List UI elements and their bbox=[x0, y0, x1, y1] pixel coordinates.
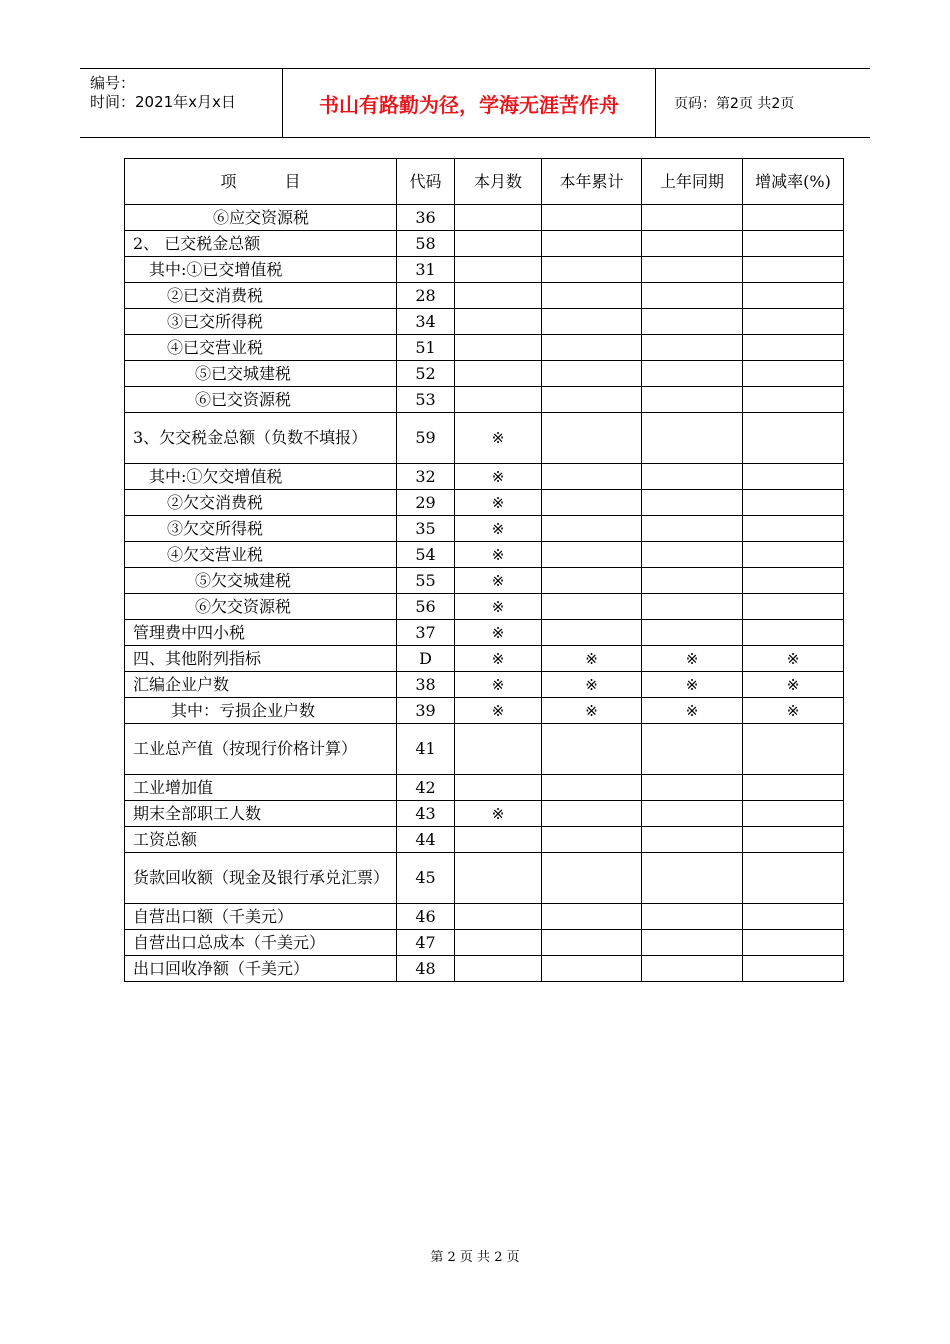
table-row bbox=[125, 335, 844, 361]
code-cell: D bbox=[397, 646, 455, 672]
code-cell: 59 bbox=[397, 413, 455, 464]
month-cell bbox=[455, 775, 542, 801]
table-row bbox=[125, 930, 844, 956]
year-total-cell bbox=[542, 853, 642, 904]
col-header-prev-year: 上年同期 bbox=[642, 159, 743, 205]
year-total-cell bbox=[542, 956, 642, 982]
change-rate-cell bbox=[743, 257, 844, 283]
number-label: 编号： bbox=[90, 74, 136, 92]
change-rate-cell bbox=[743, 542, 844, 568]
item-cell: 工资总额 bbox=[125, 827, 397, 853]
month-cell: ※ bbox=[455, 698, 542, 724]
prev-year-cell bbox=[642, 413, 743, 464]
item-cell: 出口回收净额（千美元） bbox=[125, 956, 397, 982]
prev-year-cell bbox=[642, 309, 743, 335]
item-cell: ②欠交消费税 bbox=[125, 490, 397, 516]
year-total-cell bbox=[542, 361, 642, 387]
prev-year-cell: ※ bbox=[642, 672, 743, 698]
year-total-cell: ※ bbox=[542, 672, 642, 698]
item-cell: 其中:①欠交增值税 bbox=[125, 464, 397, 490]
code-cell: 44 bbox=[397, 827, 455, 853]
item-cell: 自营出口额（千美元） bbox=[125, 904, 397, 930]
table-row bbox=[125, 801, 844, 827]
prev-year-cell bbox=[642, 724, 743, 775]
change-rate-cell bbox=[743, 904, 844, 930]
change-rate-cell: ※ bbox=[743, 646, 844, 672]
header-page-label bbox=[664, 69, 870, 137]
change-rate-cell bbox=[743, 568, 844, 594]
change-rate-cell bbox=[743, 853, 844, 904]
table-row bbox=[125, 490, 844, 516]
col-header-month: 本月数 bbox=[455, 159, 542, 205]
table-row bbox=[125, 724, 844, 775]
table-row bbox=[125, 956, 844, 982]
month-cell: ※ bbox=[455, 646, 542, 672]
item-cell: ④欠交营业税 bbox=[125, 542, 397, 568]
prev-year-cell bbox=[642, 464, 743, 490]
table-row bbox=[125, 775, 844, 801]
item-cell: ③欠交所得税 bbox=[125, 516, 397, 542]
month-cell bbox=[455, 283, 542, 309]
item-cell: ⑤已交城建税 bbox=[125, 361, 397, 387]
change-rate-cell bbox=[743, 930, 844, 956]
col-header-change-rate: 增减率(%) bbox=[743, 159, 844, 205]
prev-year-cell bbox=[642, 516, 743, 542]
table-row bbox=[125, 542, 844, 568]
table-row bbox=[125, 568, 844, 594]
item-cell: 自营出口总成本（千美元） bbox=[125, 930, 397, 956]
code-cell: 34 bbox=[397, 309, 455, 335]
prev-year-cell bbox=[642, 801, 743, 827]
prev-year-cell bbox=[642, 205, 743, 231]
month-cell bbox=[455, 827, 542, 853]
year-total-cell bbox=[542, 205, 642, 231]
tax-report-table bbox=[124, 158, 844, 982]
change-rate-cell: ※ bbox=[743, 672, 844, 698]
prev-year-cell bbox=[642, 361, 743, 387]
table-row bbox=[125, 904, 844, 930]
item-cell: 工业增加值 bbox=[125, 775, 397, 801]
month-cell: ※ bbox=[455, 516, 542, 542]
change-rate-cell bbox=[743, 724, 844, 775]
item-cell: 四、其他附列指标 bbox=[125, 646, 397, 672]
table-row bbox=[125, 257, 844, 283]
month-cell: ※ bbox=[455, 490, 542, 516]
year-total-cell: ※ bbox=[542, 646, 642, 672]
month-cell bbox=[455, 361, 542, 387]
month-cell bbox=[455, 387, 542, 413]
item-cell: ④已交营业税 bbox=[125, 335, 397, 361]
item-cell: ⑥已交资源税 bbox=[125, 387, 397, 413]
table-row bbox=[125, 672, 844, 698]
change-rate-cell: ※ bbox=[743, 698, 844, 724]
code-cell: 35 bbox=[397, 516, 455, 542]
prev-year-cell bbox=[642, 904, 743, 930]
table-row bbox=[125, 361, 844, 387]
prev-year-cell bbox=[642, 620, 743, 646]
code-cell: 47 bbox=[397, 930, 455, 956]
item-cell: 汇编企业户数 bbox=[125, 672, 397, 698]
item-cell: 期末全部职工人数 bbox=[125, 801, 397, 827]
prev-year-cell bbox=[642, 853, 743, 904]
change-rate-cell bbox=[743, 516, 844, 542]
code-cell: 54 bbox=[397, 542, 455, 568]
year-total-cell bbox=[542, 464, 642, 490]
col-header-item: 项 目 bbox=[125, 159, 397, 205]
code-cell: 36 bbox=[397, 205, 455, 231]
code-cell: 45 bbox=[397, 853, 455, 904]
table-row bbox=[125, 516, 844, 542]
code-cell: 29 bbox=[397, 490, 455, 516]
year-total-cell bbox=[542, 387, 642, 413]
code-cell: 31 bbox=[397, 257, 455, 283]
month-cell: ※ bbox=[455, 464, 542, 490]
item-cell: 2、 已交税金总额 bbox=[125, 231, 397, 257]
col-header-year-total: 本年累计 bbox=[542, 159, 642, 205]
month-cell: ※ bbox=[455, 413, 542, 464]
code-cell: 41 bbox=[397, 724, 455, 775]
item-cell: 3、欠交税金总额（负数不填报） bbox=[125, 413, 397, 464]
table-row bbox=[125, 413, 844, 464]
prev-year-cell bbox=[642, 542, 743, 568]
prev-year-cell bbox=[642, 387, 743, 413]
col-header-code: 代码 bbox=[397, 159, 455, 205]
month-cell bbox=[455, 724, 542, 775]
page-footer: 第 2 页 共 2 页 bbox=[430, 1250, 520, 1265]
year-total-cell bbox=[542, 801, 642, 827]
table-row bbox=[125, 387, 844, 413]
page-label: 页码：第2页 共2页 bbox=[674, 96, 795, 112]
change-rate-cell bbox=[743, 283, 844, 309]
change-rate-cell bbox=[743, 490, 844, 516]
code-cell: 53 bbox=[397, 387, 455, 413]
change-rate-cell bbox=[743, 231, 844, 257]
item-cell: 其中:①已交增值税 bbox=[125, 257, 397, 283]
code-cell: 37 bbox=[397, 620, 455, 646]
change-rate-cell bbox=[743, 361, 844, 387]
year-total-cell bbox=[542, 335, 642, 361]
year-total-cell bbox=[542, 490, 642, 516]
change-rate-cell bbox=[743, 620, 844, 646]
month-cell: ※ bbox=[455, 594, 542, 620]
prev-year-cell bbox=[642, 283, 743, 309]
header-meta bbox=[80, 69, 283, 137]
code-cell: 48 bbox=[397, 956, 455, 982]
table-row bbox=[125, 594, 844, 620]
prev-year-cell: ※ bbox=[642, 698, 743, 724]
month-cell bbox=[455, 853, 542, 904]
month-cell: ※ bbox=[455, 620, 542, 646]
year-total-cell bbox=[542, 620, 642, 646]
year-total-cell bbox=[542, 309, 642, 335]
change-rate-cell bbox=[743, 464, 844, 490]
year-total-cell bbox=[542, 568, 642, 594]
code-cell: 28 bbox=[397, 283, 455, 309]
month-cell bbox=[455, 205, 542, 231]
month-cell bbox=[455, 335, 542, 361]
year-total-cell bbox=[542, 257, 642, 283]
year-total-cell bbox=[542, 594, 642, 620]
table-row bbox=[125, 646, 844, 672]
year-total-cell bbox=[542, 283, 642, 309]
item-cell: ②已交消费税 bbox=[125, 283, 397, 309]
code-cell: 56 bbox=[397, 594, 455, 620]
code-cell: 39 bbox=[397, 698, 455, 724]
time-label: 时间：2021年x月x日 bbox=[90, 93, 236, 111]
year-total-cell bbox=[542, 516, 642, 542]
year-total-cell: ※ bbox=[542, 698, 642, 724]
prev-year-cell bbox=[642, 594, 743, 620]
month-cell: ※ bbox=[455, 568, 542, 594]
code-cell: 38 bbox=[397, 672, 455, 698]
change-rate-cell bbox=[743, 827, 844, 853]
item-cell: 工业总产值（按现行价格计算） bbox=[125, 724, 397, 775]
change-rate-cell bbox=[743, 956, 844, 982]
table-row bbox=[125, 283, 844, 309]
prev-year-cell bbox=[642, 827, 743, 853]
prev-year-cell: ※ bbox=[642, 646, 743, 672]
year-total-cell bbox=[542, 413, 642, 464]
table-row bbox=[125, 620, 844, 646]
month-cell: ※ bbox=[455, 542, 542, 568]
year-total-cell bbox=[542, 542, 642, 568]
month-cell bbox=[455, 231, 542, 257]
prev-year-cell bbox=[642, 490, 743, 516]
prev-year-cell bbox=[642, 930, 743, 956]
code-cell: 42 bbox=[397, 775, 455, 801]
change-rate-cell bbox=[743, 387, 844, 413]
code-cell: 58 bbox=[397, 231, 455, 257]
item-cell: 货款回收额（现金及银行承兑汇票） bbox=[125, 853, 397, 904]
code-cell: 46 bbox=[397, 904, 455, 930]
code-cell: 51 bbox=[397, 335, 455, 361]
code-cell: 43 bbox=[397, 801, 455, 827]
month-cell bbox=[455, 257, 542, 283]
item-cell: ⑥应交资源税 bbox=[125, 205, 397, 231]
month-cell: ※ bbox=[455, 672, 542, 698]
prev-year-cell bbox=[642, 231, 743, 257]
table-row bbox=[125, 205, 844, 231]
month-cell bbox=[455, 956, 542, 982]
change-rate-cell bbox=[743, 413, 844, 464]
table-body bbox=[125, 205, 844, 982]
change-rate-cell bbox=[743, 309, 844, 335]
header-motto: 书山有路勤为径，学海无涯苦作舟 bbox=[283, 69, 656, 137]
year-total-cell bbox=[542, 775, 642, 801]
item-cell: ③已交所得税 bbox=[125, 309, 397, 335]
table-row bbox=[125, 231, 844, 257]
prev-year-cell bbox=[642, 257, 743, 283]
year-total-cell bbox=[542, 724, 642, 775]
code-cell: 52 bbox=[397, 361, 455, 387]
month-cell bbox=[455, 930, 542, 956]
prev-year-cell bbox=[642, 956, 743, 982]
table-row bbox=[125, 827, 844, 853]
month-cell bbox=[455, 309, 542, 335]
code-cell: 55 bbox=[397, 568, 455, 594]
code-cell: 32 bbox=[397, 464, 455, 490]
prev-year-cell bbox=[642, 335, 743, 361]
item-cell: 其中：亏损企业户数 bbox=[125, 698, 397, 724]
year-total-cell bbox=[542, 904, 642, 930]
change-rate-cell bbox=[743, 205, 844, 231]
item-cell: ⑥欠交资源税 bbox=[125, 594, 397, 620]
change-rate-cell bbox=[743, 801, 844, 827]
table-header-row bbox=[125, 159, 844, 205]
month-cell: ※ bbox=[455, 801, 542, 827]
year-total-cell bbox=[542, 827, 642, 853]
year-total-cell bbox=[542, 930, 642, 956]
prev-year-cell bbox=[642, 775, 743, 801]
change-rate-cell bbox=[743, 775, 844, 801]
table-row bbox=[125, 853, 844, 904]
page-header bbox=[80, 68, 870, 138]
table-row bbox=[125, 698, 844, 724]
item-cell: ⑤欠交城建税 bbox=[125, 568, 397, 594]
table-row bbox=[125, 464, 844, 490]
prev-year-cell bbox=[642, 568, 743, 594]
table-row bbox=[125, 309, 844, 335]
item-cell: 管理费中四小税 bbox=[125, 620, 397, 646]
change-rate-cell bbox=[743, 594, 844, 620]
change-rate-cell bbox=[743, 335, 844, 361]
month-cell bbox=[455, 904, 542, 930]
year-total-cell bbox=[542, 231, 642, 257]
